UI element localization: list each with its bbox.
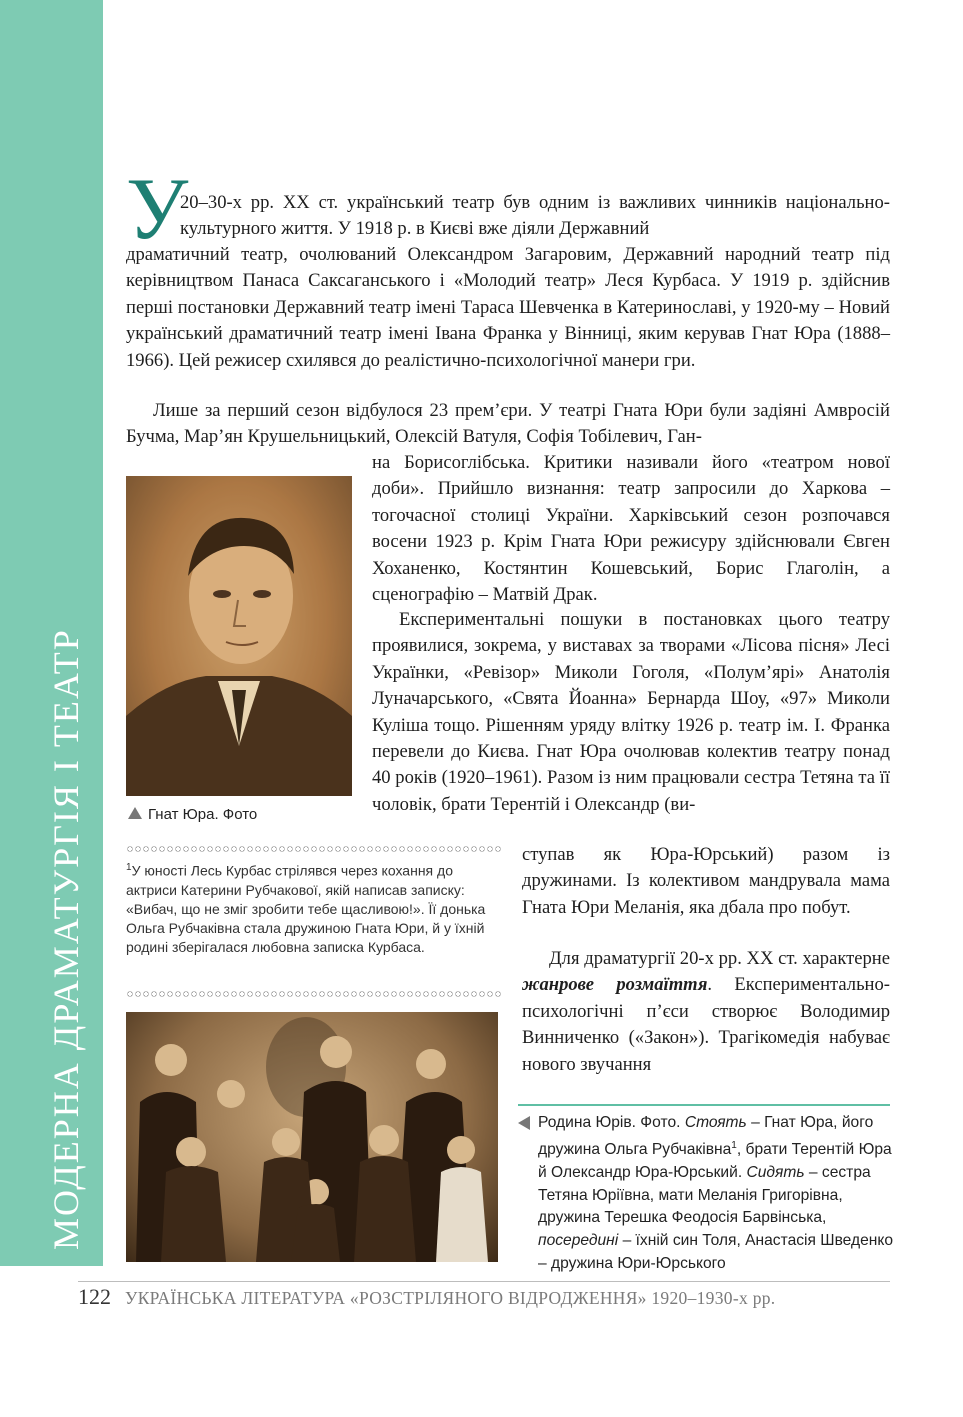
paragraph-1-intro: 20–30-х рр. XX ст. український театр був одним із важливих чинників національно-культурного життя. У 1918 р. в Києві вже діяли Державний — [180, 192, 890, 240]
paragraph-2-narrow: на Борисоглібська. Критики називали його «театром нової доби». Прийшло визнання: театр запросили до Харкова – тогочасної столиці України. Харківський сезон розпочався восени 1923 р. Крім Гната Юри режисуру здійснювали Євген Хоханенко, Костянтин Кошевський, Борис Глаголін, а сценографію – Матвій Драк. — [372, 452, 890, 606]
paragraph-3: Експериментальні пошуки в постановках цього театру проявилися, зокрема, у виставах за творами «Лісова пісня» Лесі Українки, «Ревізор» Миколи Гоголя, «Полум’ярі» Анатолія Луначарського, «Свята Йоанна» Бернарда Шоу, «97» Миколи Куліша тощо. Рішенням уряду влітку 1926 р. театр ім. І. Франка перевели до Києва. Гнат Юра очолював колектив театру понад 40 років (1920–1961). Разом із ним працювали сестра Тетяна та її чоловік, брати Терентій і Олександр (ви- — [372, 609, 890, 815]
caption-rule — [518, 1104, 890, 1106]
footnote — [126, 858, 498, 958]
section-title: МОДЕРНА ДРАМАТУРГІЯ І ТЕАТР — [46, 628, 86, 1250]
paragraph-4: Для драматургії 20-х рр. XX ст. характерне жанрове розмаїття. Експериментально-психологічні п’єси створює Володимир Винниченко («Закон»). Трагікомедія набуває нового звучання — [522, 948, 890, 1075]
triangle-left-icon — [518, 1116, 530, 1130]
portrait-photo — [126, 476, 352, 796]
section-sidebar — [0, 0, 103, 1266]
paragraph-2-wide: Лише за перший сезон відбулося 23 прем’єри. У театрі Гната Юри були задіяні Амвросій Бучма, Мар’ян Крушельницький, Олексій Ватуля, Софія Тобілевич, Ган- — [126, 400, 890, 448]
emphasis-genre-diversity: жанрове розмаїття — [522, 974, 708, 996]
triangle-up-icon — [128, 807, 142, 819]
page-number: 122 — [78, 1284, 111, 1309]
paragraph-1-body: драматичний театр, очолюваний Олександром Загаровим, Державний народний театр під керівництвом Панаса Саксаганського і «Молодий театр» Леся Курбаса. У 1919 р. здійснив перші постановки Державний театр імені Тараса Шевченка в Катеринославі, у 1920-му – Новий український драматичний театр імені Івана Франка у Вінниці, яким керував Гнат Юра (1888–1966). Цей режисер схилявся до реалістично-психологічної манери гри. — [126, 244, 890, 371]
running-head: УКРАЇНСЬКА ЛІТЕРАТУРА «РОЗСТРІЛЯНОГО ВІДРОДЖЕННЯ» 1920–1930-х рр. — [125, 1288, 776, 1308]
footnote-mark: 1 — [126, 862, 132, 873]
paragraph-3-tail: ступав як Юра-Юрський) разом із дружинами. Із колективом мандрувала мама Гната Юри Меланія, яка дбала про побут. — [522, 844, 890, 918]
family-photo-caption: Родина Юрів. Фото. Стоять – Гнат Юра, його дружина Ольга Рубчаківна$^1$, брати Терентій Юра й Олександр Юра-Юрський. Сидять – сестра Тетяна Юріївна, мати Меланія Григорівна, дружина Терешка Феодосія Барвінська, посередині – їхній син Толя, Анастасія Шведенко – дружина Юри-Юрського — [538, 1114, 894, 1272]
drop-cap: У — [126, 161, 189, 258]
ornament-divider-bottom — [126, 990, 501, 998]
ornament-divider-top — [126, 845, 501, 853]
portrait-caption: Гнат Юра. Фото — [128, 806, 257, 823]
footnote-text: У юності Лесь Курбас стрілявся через кохання до актриси Катерини Рубчакової, якій написав записку: «Вибач, що не зміг зробити тебе щасливою!». Її донька Ольга Рубчаківна стала дружиною Гната Юри, й у їхній родині зберігалася любовна записка Курбаса. — [126, 862, 486, 956]
family-photo — [126, 1012, 498, 1262]
footer-rule — [78, 1281, 890, 1282]
